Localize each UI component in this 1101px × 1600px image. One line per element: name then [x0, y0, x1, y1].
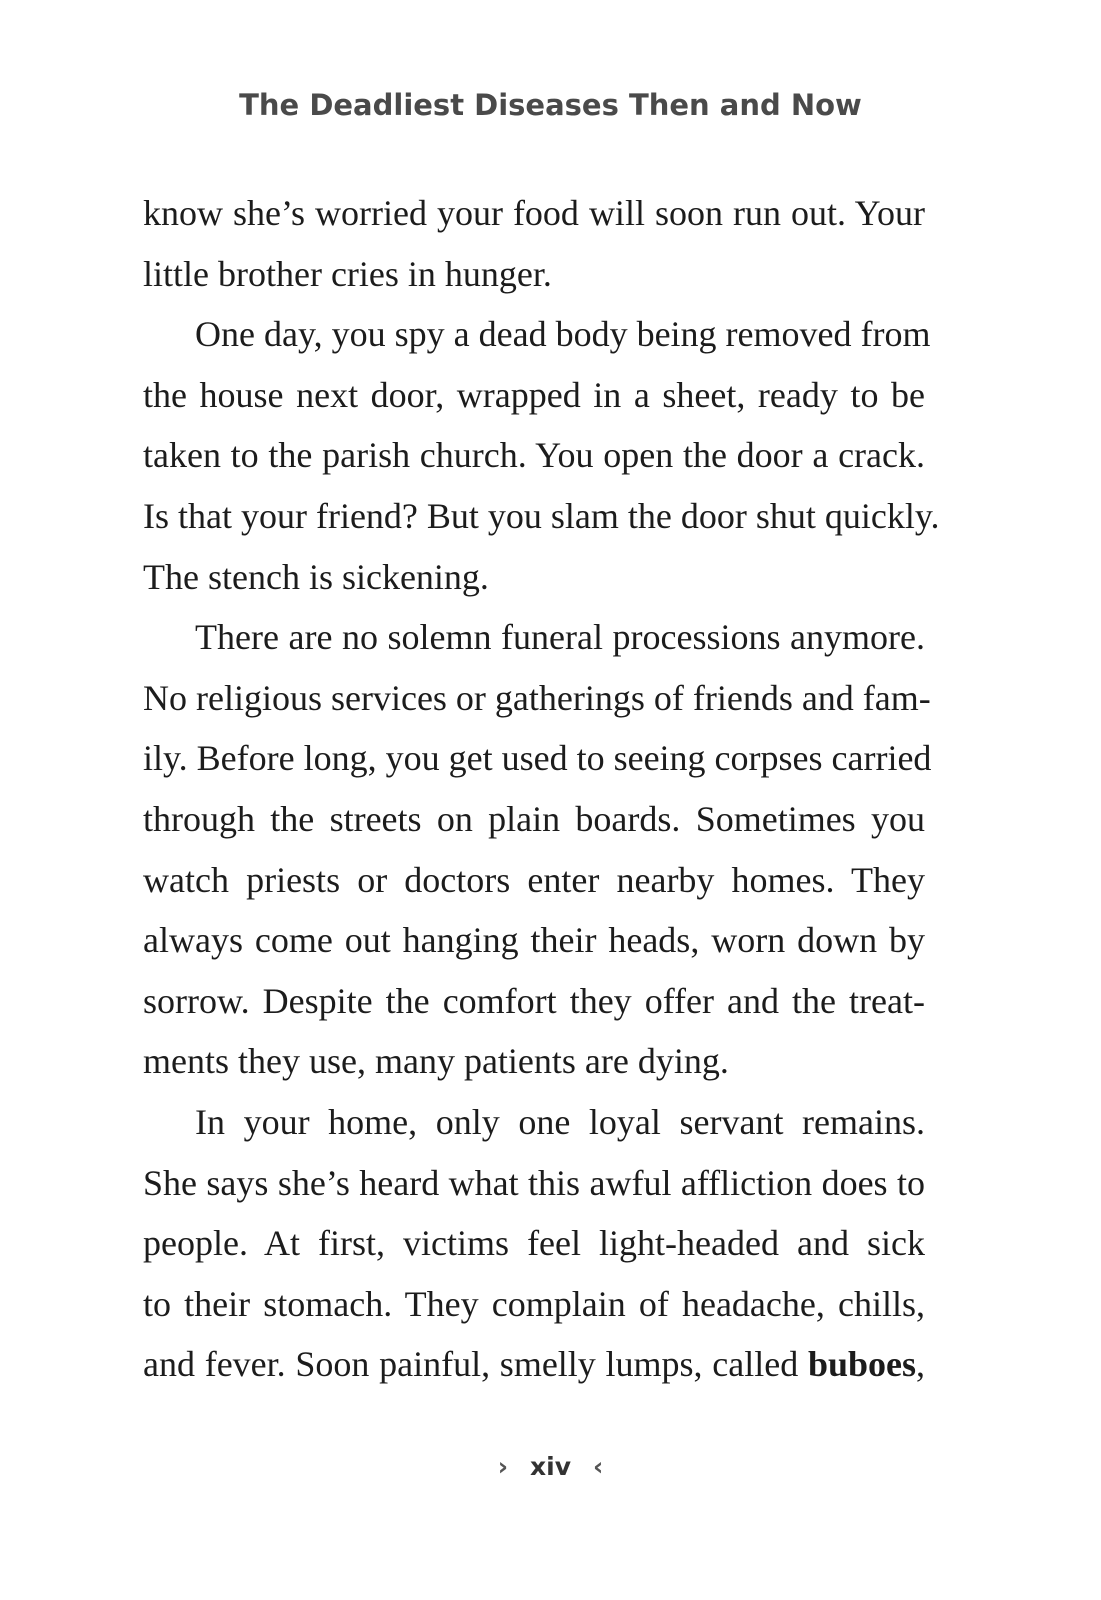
- text-line: [143, 1334, 925, 1395]
- text-line: little brother cries in hunger.: [143, 253, 552, 294]
- text-line: The stench is sickening.: [143, 556, 489, 597]
- text-line: the house next door, wrapped in a sheet, ready to be: [143, 374, 925, 415]
- text-line: always come out hanging their heads, worn down by: [143, 920, 925, 961]
- text-line: watch priests or doctors enter nearby homes. They: [143, 859, 925, 900]
- text-line: ily. Before long, you get used to seeing corpses carried: [143, 738, 932, 779]
- body-text: [143, 183, 940, 1395]
- text-line: ments they use, many patients are dying.: [143, 1041, 729, 1082]
- text-line: She says she’s heard what this awful affliction does to: [143, 1162, 925, 1203]
- text-line: No religious services or gatherings of friends and fam-: [143, 677, 931, 718]
- text-line: through the streets on plain boards. Sometimes you: [143, 798, 925, 839]
- page-folio: [0, 1452, 1101, 1481]
- text-line: to their stomach. They complain of headache, chills,: [143, 1283, 925, 1324]
- text-line: know she’s worried your food will soon run out. Your: [143, 193, 925, 233]
- text-line: There are no solemn funeral processions anymore.: [195, 617, 925, 658]
- page-number: xiv: [530, 1452, 571, 1481]
- text-line: One day, you spy a dead body being removed from: [195, 314, 931, 355]
- chevron-right-icon: ›: [497, 1452, 508, 1481]
- text-segment: ,: [916, 1344, 925, 1385]
- text-line: taken to the parish church. You open the door a crack.: [143, 435, 925, 476]
- chevron-left-icon: ‹: [593, 1452, 604, 1481]
- text-line: Is that your friend? But you slam the door shut quickly.: [143, 495, 940, 536]
- text-segment: and fever. Soon painful, smelly lumps, called: [143, 1344, 808, 1385]
- glossary-term: buboes: [807, 1344, 916, 1385]
- text-line: sorrow. Despite the comfort they offer and the treat-: [143, 980, 925, 1021]
- text-line: In your home, only one loyal servant remains.: [195, 1101, 925, 1142]
- text-line: people. At first, victims feel light-headed and sick: [143, 1223, 925, 1264]
- running-head: The Deadliest Diseases Then and Now: [239, 88, 862, 122]
